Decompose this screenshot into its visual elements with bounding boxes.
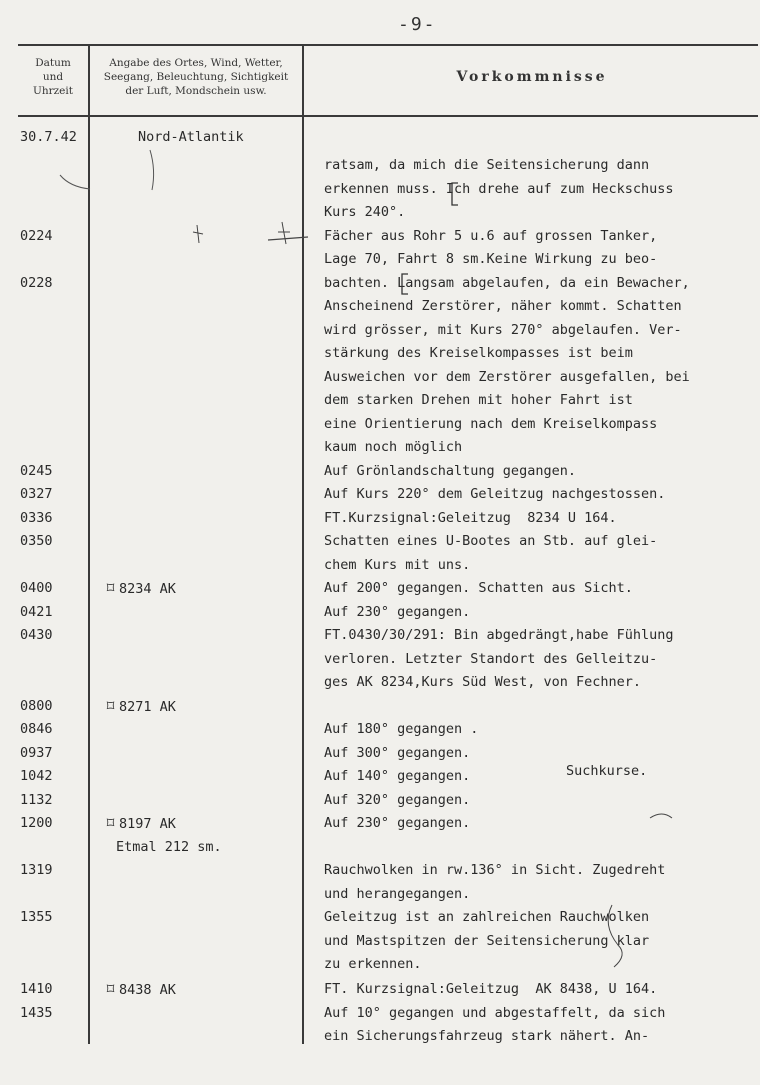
row-text: Auf 200° gegangen. Schatten aus Sicht.: [324, 580, 633, 596]
row-time: 1042: [20, 768, 53, 784]
header-ort: Angabe des Ortes, Wind, Wetter, Seegang, Beleuchtung, Sichtigkeit der Luft, Mondschein usw.: [103, 57, 289, 97]
row-location: ⌑ 8234 AK: [106, 579, 176, 597]
grid-square-icon: ⌑: [106, 980, 116, 998]
row-time: 0350: [20, 533, 53, 549]
row-text: chem Kurs mit uns.: [324, 556, 471, 573]
row-time: 0327: [20, 486, 53, 502]
row-location: Nord-Atlantik: [138, 129, 244, 145]
row-time: 0336: [20, 509, 53, 526]
row-time: 30.7.42: [20, 129, 77, 145]
row-time: 0937: [20, 744, 53, 761]
header-datum: Datum und Uhrzeit: [33, 57, 73, 97]
row-location: ⌑ 8197 AK: [106, 814, 176, 832]
row-text: Auf 10° gegangen und abgestaffelt, da sich: [324, 1004, 666, 1021]
row-text: Geleitzug ist an zahlreichen Rauchwolken: [324, 909, 650, 925]
grid-square-icon: ⌑: [106, 579, 116, 597]
row-text: ges AK 8234,Kurs Süd West, von Fechner.: [324, 674, 641, 690]
row-time: 1355: [20, 909, 53, 925]
row-text: Auf 230° gegangen.: [324, 603, 471, 620]
row-text: eine Orientierung nach dem Kreiselkompass: [324, 415, 658, 432]
side-note: Suchkurse.: [566, 763, 648, 779]
row-time: 1200: [20, 815, 53, 831]
row-text: ein Sicherungsfahrzeug stark nähert. An-: [324, 1028, 650, 1044]
row-time: 0846: [20, 721, 53, 737]
row-text: wird grösser, mit Kurs 270° abgelaufen. Ver-: [324, 321, 682, 338]
row-text: Fächer aus Rohr 5 u.6 auf grossen Tanker,: [324, 227, 658, 244]
row-location: Etmal 212 sm.: [116, 838, 222, 855]
row-text: und Mastspitzen der Seitensicherung klar: [324, 932, 650, 949]
row-text: Anscheinend Zerstörer, näher kommt. Schatten: [324, 298, 682, 314]
row-time: 0800: [20, 697, 53, 714]
row-time: 1132: [20, 791, 53, 808]
row-time: 1435: [20, 1004, 53, 1021]
row-time: 1410: [20, 981, 53, 997]
row-text: und herangegangen.: [324, 885, 471, 902]
row-text: FT.0430/30/291: Bin abgedrängt,habe Fühlung: [324, 627, 674, 643]
row-text: Auf Grönlandschaltung gegangen.: [324, 462, 576, 479]
row-text: Auf 140° gegangen.: [324, 768, 471, 784]
row-time: 0421: [20, 603, 53, 620]
row-text: Auf 300° gegangen.: [324, 744, 471, 761]
page-number: -9-: [398, 14, 437, 35]
row-text: Schatten eines U-Bootes an Stb. auf glei-: [324, 533, 658, 549]
row-text: dem starken Drehen mit hoher Fahrt ist: [324, 392, 633, 408]
row-text: Lage 70, Fahrt 8 sm.Keine Wirkung zu beo-: [324, 251, 658, 267]
row-text: Ausweichen vor dem Zerstörer ausgefallen, bei: [324, 368, 690, 385]
grid-square-icon: ⌑: [106, 696, 116, 715]
row-time: 1319: [20, 862, 53, 878]
row-time: 0245: [20, 462, 53, 479]
row-location: ⌑ 8271 AK: [106, 696, 176, 715]
row-text: ratsam, da mich die Seitensicherung dann: [324, 157, 650, 173]
row-text: bachten. Langsam abgelaufen, da ein Bewacher,: [324, 274, 690, 291]
row-time: 0400: [20, 580, 53, 596]
grid-square-icon: ⌑: [106, 814, 116, 832]
row-location: ⌑ 8438 AK: [106, 980, 176, 998]
row-text: Auf Kurs 220° dem Geleitzug nachgestossen.: [324, 486, 666, 502]
row-text: verloren. Letzter Standort des Gelleitzu-: [324, 650, 658, 667]
row-time: 0228: [20, 274, 53, 291]
row-time: 0430: [20, 627, 53, 643]
row-text: Rauchwolken in rw.136° in Sicht. Zugedreht: [324, 862, 666, 878]
row-text: Auf 320° gegangen.: [324, 791, 471, 808]
row-text: erkennen muss. Ich drehe auf zum Heckschuss: [324, 180, 674, 197]
row-time: 0224: [20, 227, 53, 244]
row-text: FT.Kurzsignal:Geleitzug 8234 U 164.: [324, 509, 617, 526]
row-text: Auf 180° gegangen .: [324, 721, 479, 737]
row-text: FT. Kurzsignal:Geleitzug AK 8438, U 164.: [324, 981, 658, 997]
row-text: zu erkennen.: [324, 956, 422, 972]
row-text: stärkung des Kreiselkompasses ist beim: [324, 345, 633, 361]
header-vorkommnisse: Vorkommnisse: [456, 69, 608, 85]
row-text: Auf 230° gegangen.: [324, 815, 471, 831]
row-text: Kurs 240°.: [324, 204, 406, 220]
row-text: kaum noch möglich: [324, 439, 463, 455]
